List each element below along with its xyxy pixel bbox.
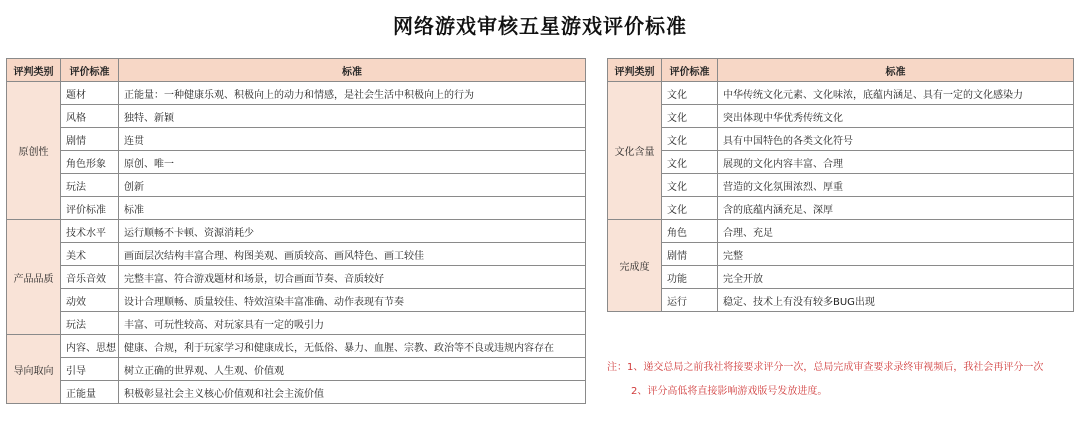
page-title: 网络游戏审核五星游戏评价标准 [393,14,687,38]
standard-cell: 完全开放 [718,266,1074,289]
criteria-cell: 内容、思想 [61,335,119,358]
criteria-cell: 文化 [662,174,718,197]
standard-cell: 原创、唯一 [119,151,586,174]
standard-cell: 积极彰显社会主义核心价值观和社会主流价值 [119,381,586,404]
table-row [7,105,586,128]
category-cell: 完成度 [608,220,662,312]
table-row [608,82,1074,105]
table-header-row [608,59,1074,82]
table-row [7,289,586,312]
table-row [608,220,1074,243]
standard-cell: 树立正确的世界观、人生观、价值观 [119,358,586,381]
header-standard: 标准 [119,59,586,82]
category-cell: 文化含量 [608,82,662,220]
table-row [608,243,1074,266]
table-row [7,335,586,358]
table-row [608,289,1074,312]
table-row [7,128,586,151]
criteria-cell: 文化 [662,151,718,174]
criteria-cell: 剧情 [662,243,718,266]
standard-cell: 稳定、技术上有没有较多BUG出现 [718,289,1074,312]
table-row [608,128,1074,151]
table-row [608,174,1074,197]
category-cell: 产品品质 [7,220,61,335]
note-line-2: 2、评分高低将直接影响游戏版号发放进度。 [631,386,828,397]
note-line-1: 注：1、递交总局之前我社将接要求评分一次，总局完成审查要求录终审视频后，我社会再评分一次 [607,362,1044,373]
criteria-cell: 动效 [61,289,119,312]
table-header-row [7,59,586,82]
table-row [7,381,586,404]
criteria-cell: 剧情 [61,128,119,151]
header-criteria: 评价标准 [61,59,119,82]
criteria-cell: 文化 [662,128,718,151]
table-row [7,174,586,197]
standard-cell: 完整 [718,243,1074,266]
table-row [7,358,586,381]
criteria-cell: 评价标准 [61,197,119,220]
standard-cell: 标准 [119,197,586,220]
standard-cell: 健康、合规，利于玩家学习和健康成长，无低俗、暴力、血腥、宗教、政治等不良或违规内容存在 [119,335,586,358]
standard-cell: 连贯 [119,128,586,151]
standard-cell: 创新 [119,174,586,197]
header-category: 评判类别 [7,59,61,82]
standard-cell: 具有中国特色的各类文化符号 [718,128,1074,151]
category-cell: 导向取向 [7,335,61,404]
criteria-cell: 功能 [662,266,718,289]
criteria-cell: 玩法 [61,174,119,197]
table-row [7,266,586,289]
standard-cell: 突出体现中华优秀传统文化 [718,105,1074,128]
standard-cell: 丰富、可玩性较高、对玩家具有一定的吸引力 [119,312,586,335]
notes [607,356,1075,404]
criteria-cell: 文化 [662,105,718,128]
standard-cell: 设计合理顺畅、质量较佳、特效渲染丰富准确、动作表现有节奏 [119,289,586,312]
standard-cell: 正能量：一种健康乐观、积极向上的动力和情感，是社会生活中积极向上的行为 [119,82,586,105]
left-rating-table [6,58,586,404]
table-row [7,220,586,243]
standard-cell: 含的底蕴内涵充足、深厚 [718,197,1074,220]
criteria-cell: 文化 [662,82,718,105]
table-row [7,151,586,174]
standard-cell: 展现的文化内容丰富、合理 [718,151,1074,174]
criteria-cell: 角色形象 [61,151,119,174]
table-row [7,312,586,335]
table-row [7,82,586,105]
criteria-cell: 音乐音效 [61,266,119,289]
table-row [608,266,1074,289]
header-standard: 标准 [718,59,1074,82]
criteria-cell: 风格 [61,105,119,128]
standard-cell: 中华传统文化元素、文化味浓，底蕴内涵足、具有一定的文化感染力 [718,82,1074,105]
header-criteria: 评价标准 [662,59,718,82]
standard-cell: 营造的文化氛围浓烈、厚重 [718,174,1074,197]
standard-cell: 合理、充足 [718,220,1074,243]
table-row [608,197,1074,220]
standard-cell: 画面层次结构丰富合理、构图美观、画质较高、画风特色、画工较佳 [119,243,586,266]
criteria-cell: 文化 [662,197,718,220]
standard-cell: 完整丰富、符合游戏题材和场景，切合画面节奏、音质较好 [119,266,586,289]
right-rating-table [607,58,1074,312]
criteria-cell: 题材 [61,82,119,105]
table-row [608,151,1074,174]
table-row [608,105,1074,128]
criteria-cell: 玩法 [61,312,119,335]
criteria-cell: 正能量 [61,381,119,404]
standard-cell: 独特、新颖 [119,105,586,128]
criteria-cell: 运行 [662,289,718,312]
category-cell: 原创性 [7,82,61,220]
criteria-cell: 引导 [61,358,119,381]
header-category: 评判类别 [608,59,662,82]
table-row [7,243,586,266]
criteria-cell: 角色 [662,220,718,243]
criteria-cell: 技术水平 [61,220,119,243]
standard-cell: 运行顺畅不卡顿、资源消耗少 [119,220,586,243]
criteria-cell: 美术 [61,243,119,266]
table-row [7,197,586,220]
